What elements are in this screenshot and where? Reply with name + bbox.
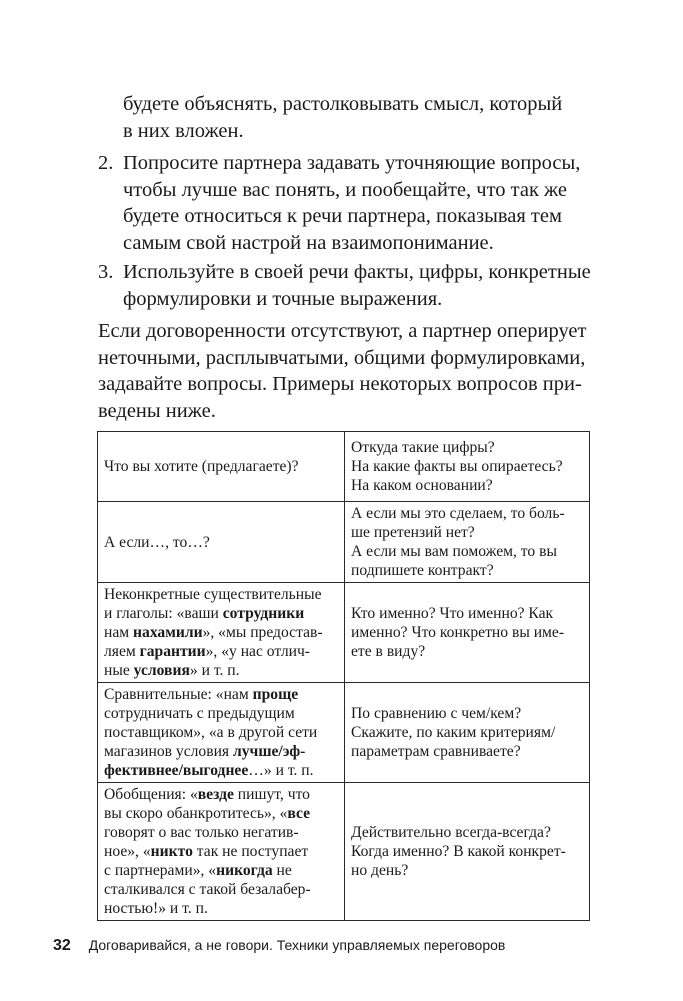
running-title: Договаривайся, а не говори. Техники управляемых переговоров [88, 937, 506, 953]
text-line: ведены ниже. [98, 399, 216, 422]
cell-line: магазинов условия лучше/эф- [104, 743, 306, 760]
cell-line: сталкивался с такой безалабер- [104, 881, 311, 898]
cell-line: По сравнению с чем/кем? [351, 705, 522, 722]
table-row [98, 432, 590, 502]
cell-line: На какие факты вы опираетесь? [351, 458, 563, 475]
table-cell-left [98, 783, 345, 921]
cell-line: именно? Что конкретно вы име- [351, 624, 565, 641]
cell-line: вы скоро обанкротитесь», «все [104, 805, 311, 822]
cell-line: Обобщения: «везде пишут, что [104, 786, 310, 803]
cell-line: А если мы это сделаем, то боль- [351, 505, 565, 522]
text-line: Используйте в своей речи факты, цифры, конкретные [123, 261, 591, 283]
table-row [98, 783, 590, 921]
page-number: 32 [53, 937, 71, 954]
cell-line: Что вы хотите (предлагаете)? [104, 458, 299, 475]
text-line: формулировки и точные выражения. [123, 287, 443, 310]
cell-line: фективнее/выгоднее…» и т. п. [104, 762, 314, 779]
body-paragraph [98, 318, 628, 424]
cell-line: и глаголы: «ваши сотрудники [104, 605, 305, 622]
cell-line: Кто именно? Что именно? Как [351, 605, 554, 622]
text-line: Если договоренности отсутствуют, а партнер оперирует [98, 320, 587, 342]
table-cell-right [345, 432, 590, 502]
table-row [98, 502, 590, 583]
cell-line: ете в виду? [351, 643, 426, 660]
cell-line: но день? [351, 862, 409, 879]
cell-line: А если…, то…? [104, 533, 210, 551]
cell-line: ное», «никто так не поступает [104, 843, 309, 860]
list-number: 2. [98, 152, 114, 174]
cell-line: подпишете контракт? [351, 562, 494, 579]
cell-line: Сравнительные: «нам проще [104, 686, 299, 703]
cell-line: параметрам сравниваете? [351, 743, 521, 760]
page-footer [53, 937, 505, 955]
table-cell-right [345, 583, 590, 683]
table-cell-left [98, 683, 345, 783]
table-cell-right [345, 502, 590, 583]
table-cell-left [98, 432, 345, 502]
cell-line: с партнерами», «никогда не [104, 862, 292, 879]
table-cell-right [345, 683, 590, 783]
text-line: Попросите партнера задавать уточняющие вопросы, [123, 152, 581, 174]
list-item-continuation [123, 91, 623, 144]
cell-line: ные условия» и т. п. [104, 662, 240, 679]
cell-line: Действительно всегда-всегда? [351, 824, 551, 841]
cell-line: ше претензий нет? [351, 524, 475, 541]
cell-line: нам нахамили», «мы предостав- [104, 624, 323, 641]
table-row [98, 583, 590, 683]
table-cell-left [98, 502, 345, 583]
cell-line: поставщиком», «а в другой сети [104, 724, 318, 741]
text-line: в них вложен. [123, 119, 244, 142]
text-line: чтобы лучше вас понять, и пообещайте, что так же [123, 178, 568, 201]
cell-line: А если мы вам поможем, то вы [351, 543, 557, 560]
cell-line: Откуда такие цифры? [351, 439, 495, 456]
questions-table [97, 431, 590, 921]
list-number: 3. [98, 261, 114, 283]
cell-line: ностью!» и т. п. [104, 900, 208, 917]
cell-line: говорят о вас только негатив- [104, 824, 299, 841]
text-line: будете относиться к речи партнера, показывая тем [123, 205, 562, 227]
text-line: задавайте вопросы. Примеры некоторых вопросов при- [98, 373, 582, 395]
table-row [98, 683, 590, 783]
text-line: неточными, расплывчатыми, общими формулировками, [98, 346, 586, 369]
cell-line: Скажите, по каким критериям/ [351, 724, 556, 741]
cell-line: сотрудничать с предыдущим [104, 705, 295, 722]
cell-line: Неконкретные существительные [104, 586, 322, 603]
table-cell-right [345, 783, 590, 921]
cell-line: Когда именно? В какой конкрет- [351, 843, 566, 860]
cell-line: На каком основании? [351, 477, 493, 494]
text-line: самым свой настрой на взаимопонимание. [123, 231, 494, 254]
table-cell-left [98, 583, 345, 683]
text-line: будете объяснять, растолковывать смысл, который [123, 93, 563, 115]
cell-line: ляем гарантии», «у нас отлич- [104, 643, 310, 660]
